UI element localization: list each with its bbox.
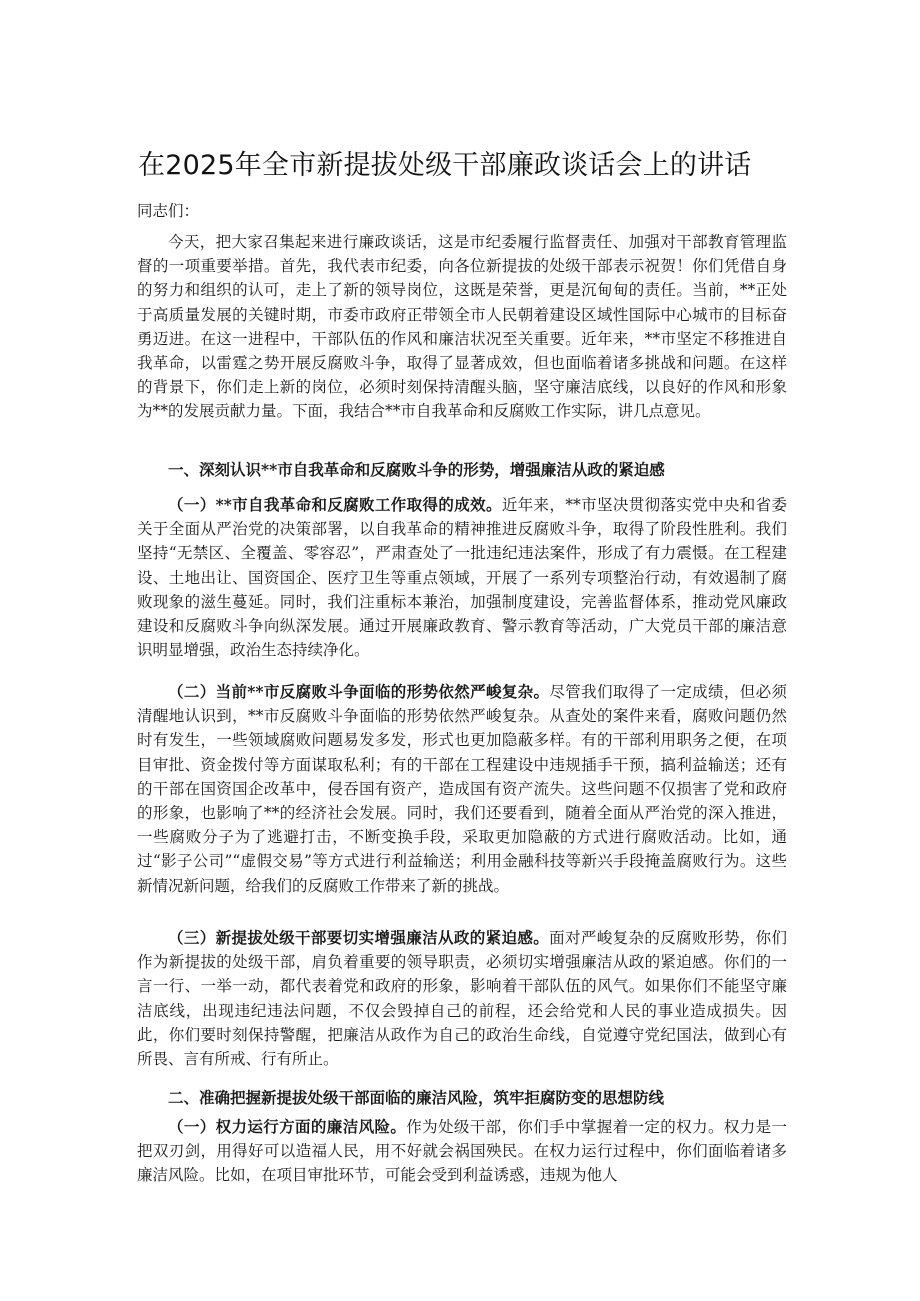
paragraph-body: 近年来，**市坚决贯彻落实党中央和省委关于全面从严治党的决策部署，以自我革命的精神推进反腐败斗争，取得了阶段性胜利。我们坚持“无禁区、全覆盖、零容忍”，严肃查处了一批违纪违法案件，形成了有力震慑。在工程建设、土地出让、国资国企、医疗卫生等重点领域，开展了一系列专项整治行动，有效遏制了腐败现象的滋生蔓延。同时，我们注重标本兼治，加强制度建设，完善监督体系，推动党风廉政建设和反腐败斗争向纵深发展。通过开展廉政教育、警示教育等活动，广大党员干部的廉洁意识明显增强，政治生态持续净化。 (137, 496, 787, 660)
section-2-heading: 二、准确把握新提拔处级干部面临的廉洁风险，筑牢拒腐防变的思想防线 (168, 1088, 665, 1107)
paragraph-lead: （一）**市自我革命和反腐败工作取得的成效。 (168, 495, 502, 514)
paragraph-body: 作为处级干部，你们手中掌握着一定的权力。权力是一把双刃剑，用得好可以造福人民，用不好就会祸国殃民。在权力运行过程中，你们面临着诸多廉洁风险。比如，在项目审批环节，可能会受到利益诱惑，违规为他人 (137, 1118, 787, 1185)
paragraph-body: 面对严峻复杂的反腐败形势，你们作为新提拔的处级干部，肩负着重要的领导职责，必须切实增强廉洁从政的紧迫感。你们的一言一行、一举一动，都代表着党和政府的形象，影响着干部队伍的风气。如果你们不能坚守廉洁底线，出现违纪违法问题，不仅会毁掉自己的前程，还会给党和人民的事业造成损失。因此，你们要时刻保持警醒，把廉洁从政作为自己的政治生命线，自觉遵守党纪国法，做到心有所畏、言有所戒、行有所止。 (137, 929, 787, 1069)
section-1-paragraph-2 (137, 680, 787, 898)
section-2-paragraph-1 (137, 1115, 787, 1188)
paragraph-lead: （二）当前**市反腐败斗争面临的形势依然严峻复杂。 (168, 682, 550, 701)
section-1-paragraph-1 (137, 493, 787, 662)
paragraph-lead: （三）新提拔处级干部要切实增强廉洁从政的紧迫感。 (168, 928, 550, 947)
salutation: 同志们： (137, 202, 200, 220)
page-title: 在2025年全市新提拔处级干部廉政谈话会上的讲话 (138, 150, 752, 181)
intro-paragraph: 今天，把大家召集起来进行廉政谈话，这是市纪委履行监督责任、加强对干部教育管理监督的一项重要举措。首先，我代表市纪委，向各位新提拔的处级干部表示祝贺！你们凭借自身的努力和组织的认可，走上了新的领导岗位，这既是荣誉，更是沉甸甸的责任。当前，**正处于高质量发展的关键时期，市委市政府正带领全市人民朝着建设区域性国际中心城市的目标奋勇迈进。在这一进程中，干部队伍的作风和廉洁状况至关重要。近年来，**市坚定不移推进自我革命，以雷霆之势开展反腐败斗争，取得了显著成效，但也面临着诸多挑战和问题。在这样的背景下，你们走上新的岗位，必须时刻保持清醒头脑，坚守廉洁底线，以良好的作风和形象为**的发展贡献力量。下面，我结合**市自我革命和反腐败工作实际，讲几点意见。 (137, 233, 787, 421)
section-1-paragraph-3 (137, 926, 787, 1071)
paragraph-body: 尽管我们取得了一定成绩，但必须清醒地认识到，**市反腐败斗争面临的形势依然严峻复杂。从查处的案件来看，腐败问题仍然时有发生，一些领域腐败问题易发多发，形式也更加隐蔽多样。有的干部利用职务之便，在项目审批、资金拨付等方面谋取私利；有的干部在工程建设中违规插手干预，搞利益输送；还有的干部在国资国企改革中，侵吞国有资产，造成国有资产流失。这些问题不仅损害了党和政府的形象，也影响了**的经济社会发展。同时，我们还要看到，随着全面从严治党的深入推进，一些腐败分子为了逃避打击，不断变换手段，采取更加隐蔽的方式进行腐败活动。比如，通过“影子公司”“虚假交易”等方式进行利益输送；利用金融科技等新兴手段掩盖腐败行为。这些新情况新问题，给我们的反腐败工作带来了新的挑战。 (137, 683, 787, 895)
paragraph-lead: （一）权力运行方面的廉洁风险。 (168, 1117, 407, 1136)
section-1-heading: 一、深刻认识**市自我革命和反腐败斗争的形势，增强廉洁从政的紧迫感 (168, 460, 665, 479)
